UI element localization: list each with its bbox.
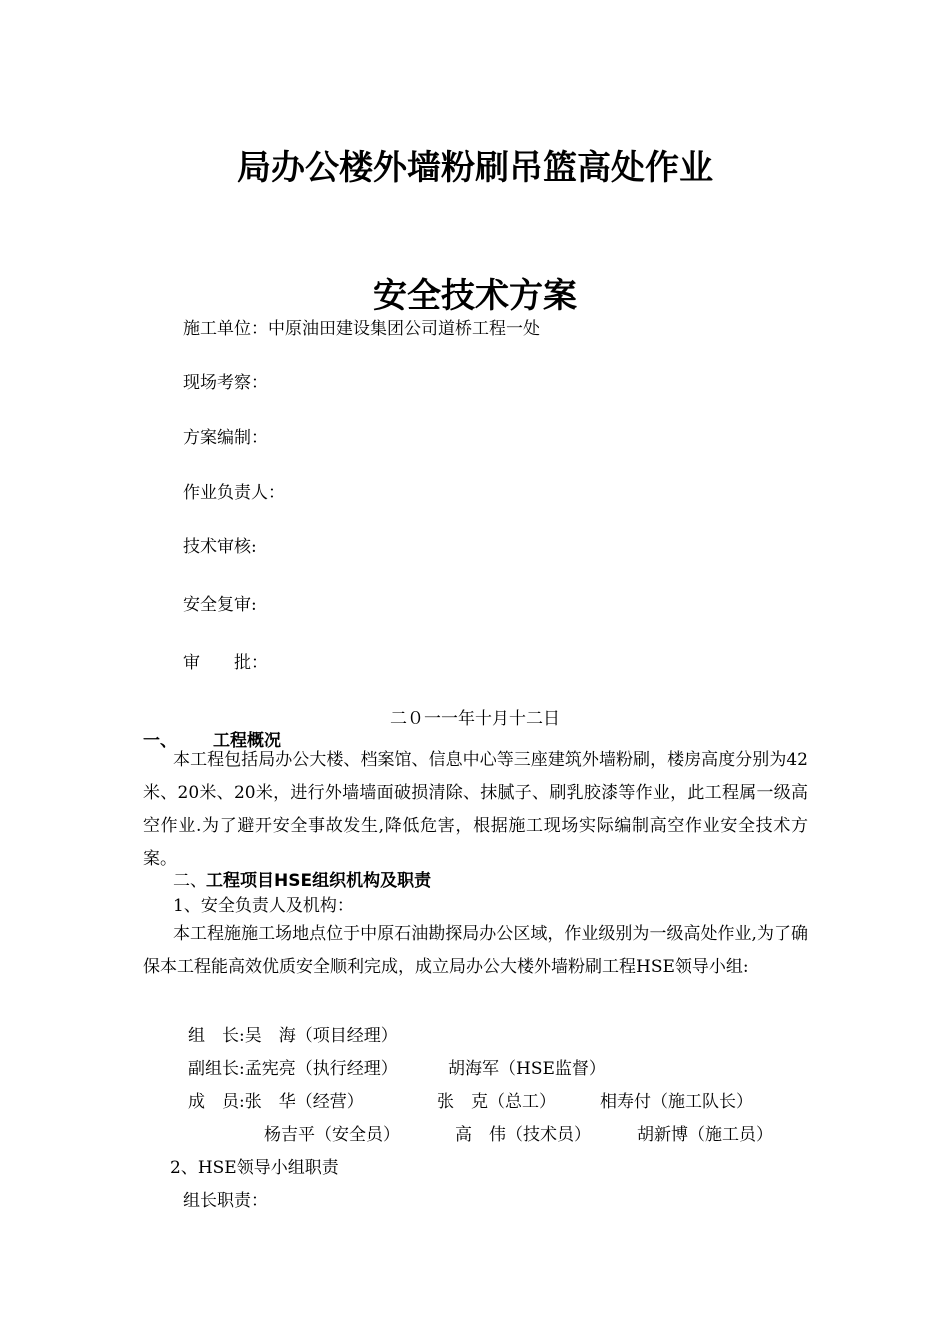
document-title-line2: 安全技术方案 bbox=[373, 276, 577, 316]
member-3: 相寿付（施工队长） bbox=[600, 1092, 753, 1112]
field-work-leader: 作业负责人： bbox=[183, 483, 285, 503]
team-leader: 组 长:吴 海（项目经理） bbox=[188, 1026, 398, 1046]
section1-paragraph bbox=[143, 744, 808, 876]
field-plan-compiled: 方案编制： bbox=[183, 428, 268, 448]
field-site-survey: 现场考察： bbox=[183, 373, 268, 393]
member-5: 高 伟（技术员） bbox=[455, 1125, 591, 1145]
section2-heading: 工程项目HSE组织机构及职责 bbox=[206, 871, 432, 891]
field-approval: 审 批： bbox=[183, 653, 268, 673]
member-2: 张 克（总工） bbox=[437, 1092, 556, 1112]
section2-paragraph bbox=[143, 918, 808, 984]
member-4: 杨吉平（安全员） bbox=[264, 1125, 400, 1145]
field-tech-review: 技术审核: bbox=[183, 537, 257, 557]
section1-number: 一、 bbox=[143, 731, 177, 751]
section2-sub2: 2、HSE领导小组职责 bbox=[170, 1158, 339, 1178]
section1-paragraph-text: 本工程包括局办公大楼、档案馆、信息中心等三座建筑外墙粉刷，楼房高度分别为42米、20米、20米，进行外墙墙面破损清除、抹腻子、刷乳胶漆等作业，此工程属一级高空作业.为了避开安全事故发生,降低危害，根据施工现场实际编制高空作业安全技术方案。 bbox=[143, 750, 808, 869]
section2-paragraph-text: 本工程施施工场地点位于中原石油勘探局办公区域，作业级别为一级高处作业,为了确保本工程能高效优质安全顺利完成，成立局办公大楼外墙粉刷工程HSE领导小组: bbox=[143, 924, 808, 977]
field-construction-unit: 施工单位：中原油田建设集团公司道桥工程一处 bbox=[183, 319, 540, 339]
members-label: 成 员:张 华（经营） bbox=[188, 1092, 364, 1112]
field-safety-recheck: 安全复审: bbox=[183, 595, 257, 615]
leader-duties: 组长职责： bbox=[183, 1191, 268, 1211]
section2-number: 二、 bbox=[173, 871, 207, 891]
section1-heading: 工程概况 bbox=[213, 731, 281, 751]
deputy-leader-2: 胡海军（HSE监督） bbox=[448, 1059, 606, 1079]
document-title-line1: 局办公楼外墙粉刷吊篮高处作业 bbox=[237, 148, 713, 188]
section2-sub1: 1、安全负责人及机构： bbox=[173, 896, 354, 916]
document-date: 二０一一年十月十二日 bbox=[390, 709, 560, 729]
deputy-leader: 副组长:孟宪亮（执行经理） bbox=[188, 1059, 398, 1079]
member-6: 胡新博（施工员） bbox=[637, 1125, 773, 1145]
